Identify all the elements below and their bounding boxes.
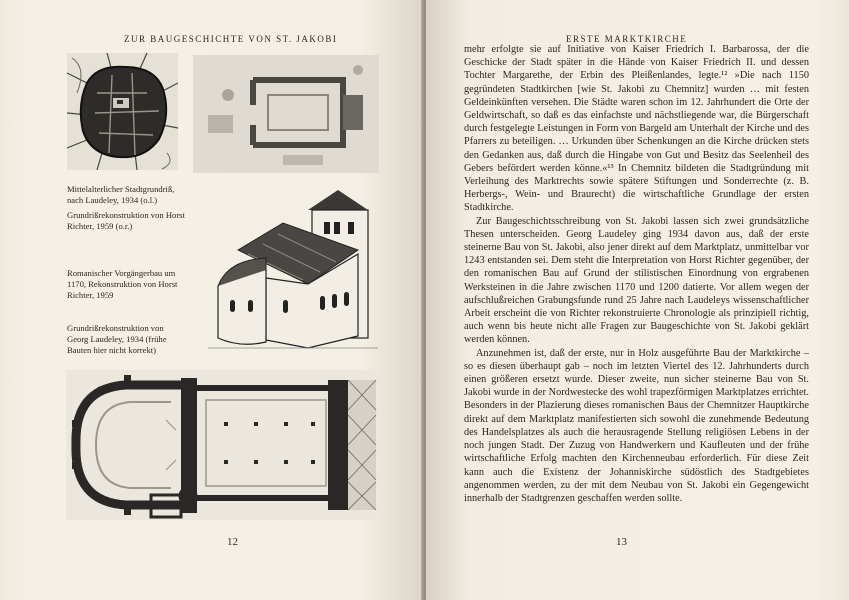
running-head-left: ZUR BAUGESCHICHTE VON ST. JAKOBI xyxy=(124,34,338,44)
body-text xyxy=(464,43,809,505)
page-number-left: 12 xyxy=(227,536,238,548)
ground-plan-reconstruction-richter-image xyxy=(193,55,379,173)
paragraph: Anzunehmen ist, daß der erste, nur in Holz ausgeführte Bau der Marktkirche – so es diesen überhaupt gab – noch im letzten Viertel des 12. Jahrhunderts durch einen größeren ersetzt wurde. Dieser zweite, nun sicher steinerne Bau von St. Jakobi wurde in der Nordwestecke des wohl trapezförmigen Marktplatzes errichtet. Besonders in der Plazierung dieses romanischen Baus der Chemnitzer Hauptkirche direkt auf dem Marktplatz manifestierten sich sowohl die zunehmende Bedeutung des Handelsplatzes als auch die herausragende Stellung religiösen Lebens in der noch jungen Stadt. Der Zuzug von Handwerkern und Kaufleuten und der frühe wirtschaftliche Erfolg machten den Kirchenneubau erforderlich. Für diese Zeit kann auch die Existenz der Johanniskirche südöstlich des Stadtgebietes angenommen werden, zu der mit dem Neubau von St. Jakobi ein Gegengewicht innerhalb der Stadtgrenzen geschaffen werden sollte. xyxy=(464,347,809,504)
right-page xyxy=(426,0,849,600)
running-head-right: ERSTE MARKTKIRCHE xyxy=(566,34,688,44)
figure-caption: Grundrißrekonstruktion von Horst Richter, 1959 (o.r.) xyxy=(67,210,185,231)
medieval-city-map-image xyxy=(67,53,178,170)
figure-caption: Mittelalterlicher Stadtgrundriß, nach Laudeley, 1934 (o.l.) xyxy=(67,184,175,205)
figure-caption: Romanischer Vorgängerbau um 1170, Rekonstruktion von Horst Richter, 1959 xyxy=(67,268,178,300)
page-number-right: 13 xyxy=(616,536,627,548)
paragraph: mehr erfolgte sie auf Initiative von Kaiser Friedrich I. Barbarossa, der die Geschicke der Stadt später in die Hände von Kaiser Friedrich II. und dessen Tochter Margarethe, der Erbin des Pleißenlandes, legte.¹² »Die nach 1150 gegründeten Stadtkirchen [wie St. Jakobi zu Chemnitz] wurden … mit festen Geldeinkünften versehen. Die Städte waren schon im 12. Jahrhundert die Orte der Geldwirtschaft, so daß es das einfachste und nächstliegende war, die Bürgerschaft durch festgelegte Leistungen in Form von Bargeld am Unterhalt der Kirche und des Pfarrers zu beteiligen. … Urkunden über Schenkungen an die Kirche drücken stets den Gedanken aus, daß durch die Hingabe von Gut und Besitz das Seelenheil des Gebers befördert werden könne.«¹³ In Chemnitz bildeten die Stadtgründung mit Verleihung des Marktrechts sowie spätere Stiftungen und Sonderrechte (z. B. Herbergs-, Wein- und Braurecht) die wirtschaftliche Grundlage der ersten Stadtkirche. xyxy=(464,44,809,214)
ground-plan-reconstruction-laudeley-image xyxy=(66,370,379,520)
romanesque-church-drawing-image xyxy=(208,188,378,350)
paragraph: Zur Baugeschichtsschreibung von St. Jakobi lassen sich zwei grundsätzliche Thesen unterscheiden. Georg Laudeley ging 1934 davon aus, daß der erste steinerne Bau von St. Jakobi, also jener direkt auf dem Marktplatz, unmittelbar vor 1243 entstanden sei. Dem steht die Interpretation von Horst Richter gegenüber, der den romanischen Bau auf Grund der stilistischen Einordnung von ergrabenen Werksteinen in die Jahre zwischen 1170 und 1200 datierte. Vor allem wegen der aufschlußreichen Grabungsfunde rund 25 Jahre nach Laudeleys wissenschaftlicher Arbeit erscheint die von Richter rekonstruierte Chronologie als prinzipiell richtig, auch wenn bis heute nicht alle Fragen zur Baugeschichte von St. Jakobi geklärt werden können. xyxy=(464,215,809,346)
figure-caption: Grundrißrekonstruktion von Georg Laudeley, 1934 (frühe Bauten hier nicht korrekt) xyxy=(67,323,167,355)
left-page xyxy=(0,0,423,600)
